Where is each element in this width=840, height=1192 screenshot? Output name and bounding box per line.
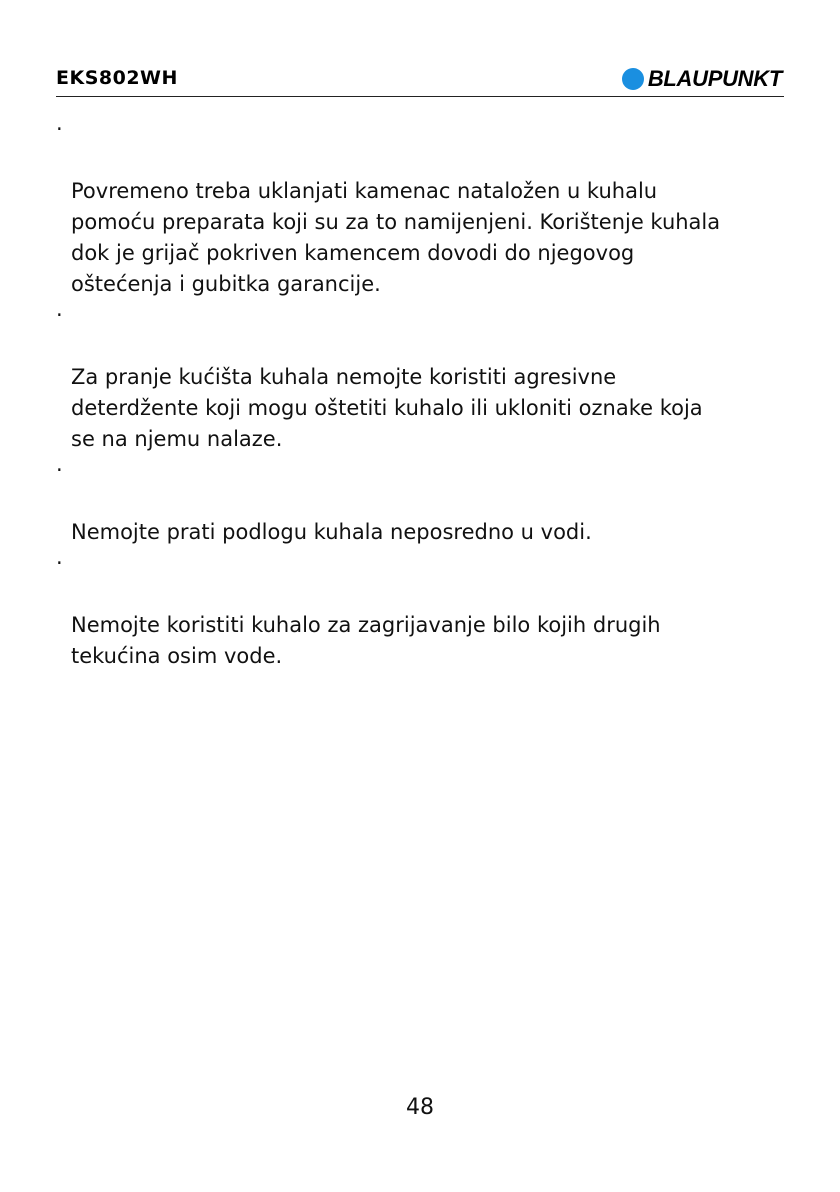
bullet-dot-icon: ·: [56, 303, 63, 327]
bullet-text: Povremeno treba uklanjati kamenac nataložen u kuhalu pomoću preparata koji su za to namijenjeni. Korištenje kuhala dok je grijač pokriven kamencem dovodi do njegovog oštećenja i gubitka garancije.: [71, 179, 721, 296]
bullet-dot-icon: ·: [56, 551, 63, 575]
bullet-list: [56, 114, 796, 672]
bullet-text: Nemojte koristiti kuhalo za zagrijavanje bilo kojih drugih tekućina osim vode.: [71, 613, 661, 668]
brand-name: BLAUPUNKT: [647, 66, 782, 91]
page-header: [56, 66, 784, 97]
bullet-dot-icon: ·: [56, 458, 63, 482]
bullet-item: [56, 455, 796, 548]
page-number: 48: [406, 1095, 434, 1120]
bullet-item: [56, 114, 796, 300]
bullet-dot-icon: ·: [56, 117, 63, 141]
brand-logo: [622, 66, 782, 92]
bullet-text: Nemojte prati podlogu kuhala neposredno u vodi.: [71, 520, 592, 544]
bullet-item: [56, 300, 796, 455]
brand-dot-icon: [622, 68, 644, 90]
bullet-item: [56, 548, 796, 672]
instructions-section: [56, 114, 796, 672]
model-number: EKS802WH: [56, 67, 178, 89]
bullet-text: Za pranje kućišta kuhala nemojte koristiti agresivne deterdžente koji mogu oštetiti kuhalo ili ukloniti oznake koja se na njemu nalaze.: [71, 365, 703, 451]
